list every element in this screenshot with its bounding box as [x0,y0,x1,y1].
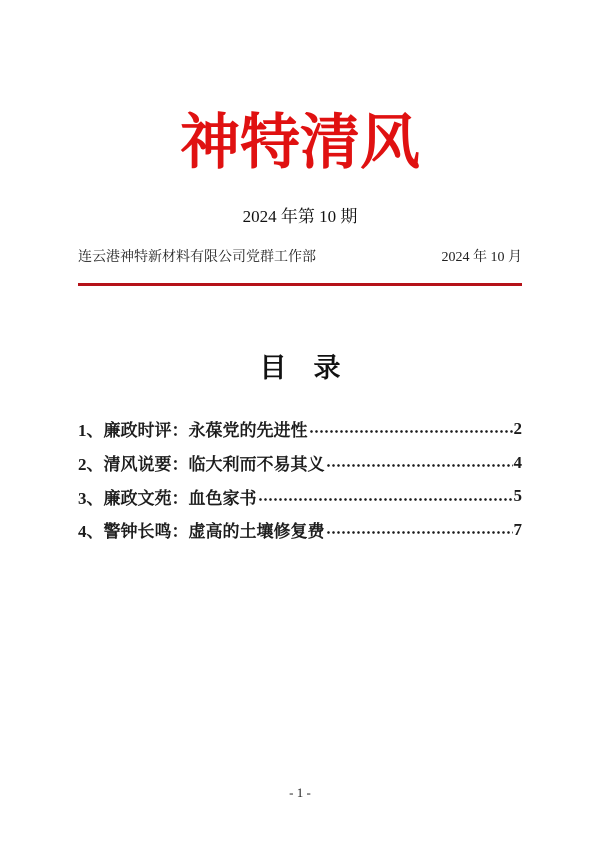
toc-item-label: 2、清风说要：临大利而不易其义 [78,455,325,475]
toc-item [78,513,522,547]
toc-page-number: 5 [513,486,522,506]
toc-item-label: 3、廉政文苑：血色家书 [78,488,257,508]
newsletter-title: 神特清风 [180,110,420,176]
toc-page-number: 4 [513,452,522,472]
dot-leader [309,412,513,446]
dot-leader [326,513,513,547]
publisher-name: 连云港神特新材料有限公司党群工作部 [78,250,316,265]
toc-heading: 目 录 [259,353,341,383]
toc-item [78,479,522,513]
masthead-meta-row [78,249,522,266]
toc-item-label: 1、廉政时评：永葆党的先进性 [78,421,308,441]
toc-item-label: 4、警钟长鸣：虚高的土壤修复费 [78,522,325,542]
issue-number-line: 2024 年第 10 期 [242,207,358,226]
page-number-footer: - 1 - [289,785,311,800]
red-divider-rule [78,283,522,286]
toc-item [78,412,522,446]
toc-item [78,446,522,480]
toc-list [78,412,522,547]
dot-leader [326,446,513,480]
toc-page-number: 7 [513,519,522,539]
toc-page-number: 2 [513,418,522,438]
dot-leader [258,479,513,513]
issue-date: 2024 年 10 月 [441,250,522,265]
